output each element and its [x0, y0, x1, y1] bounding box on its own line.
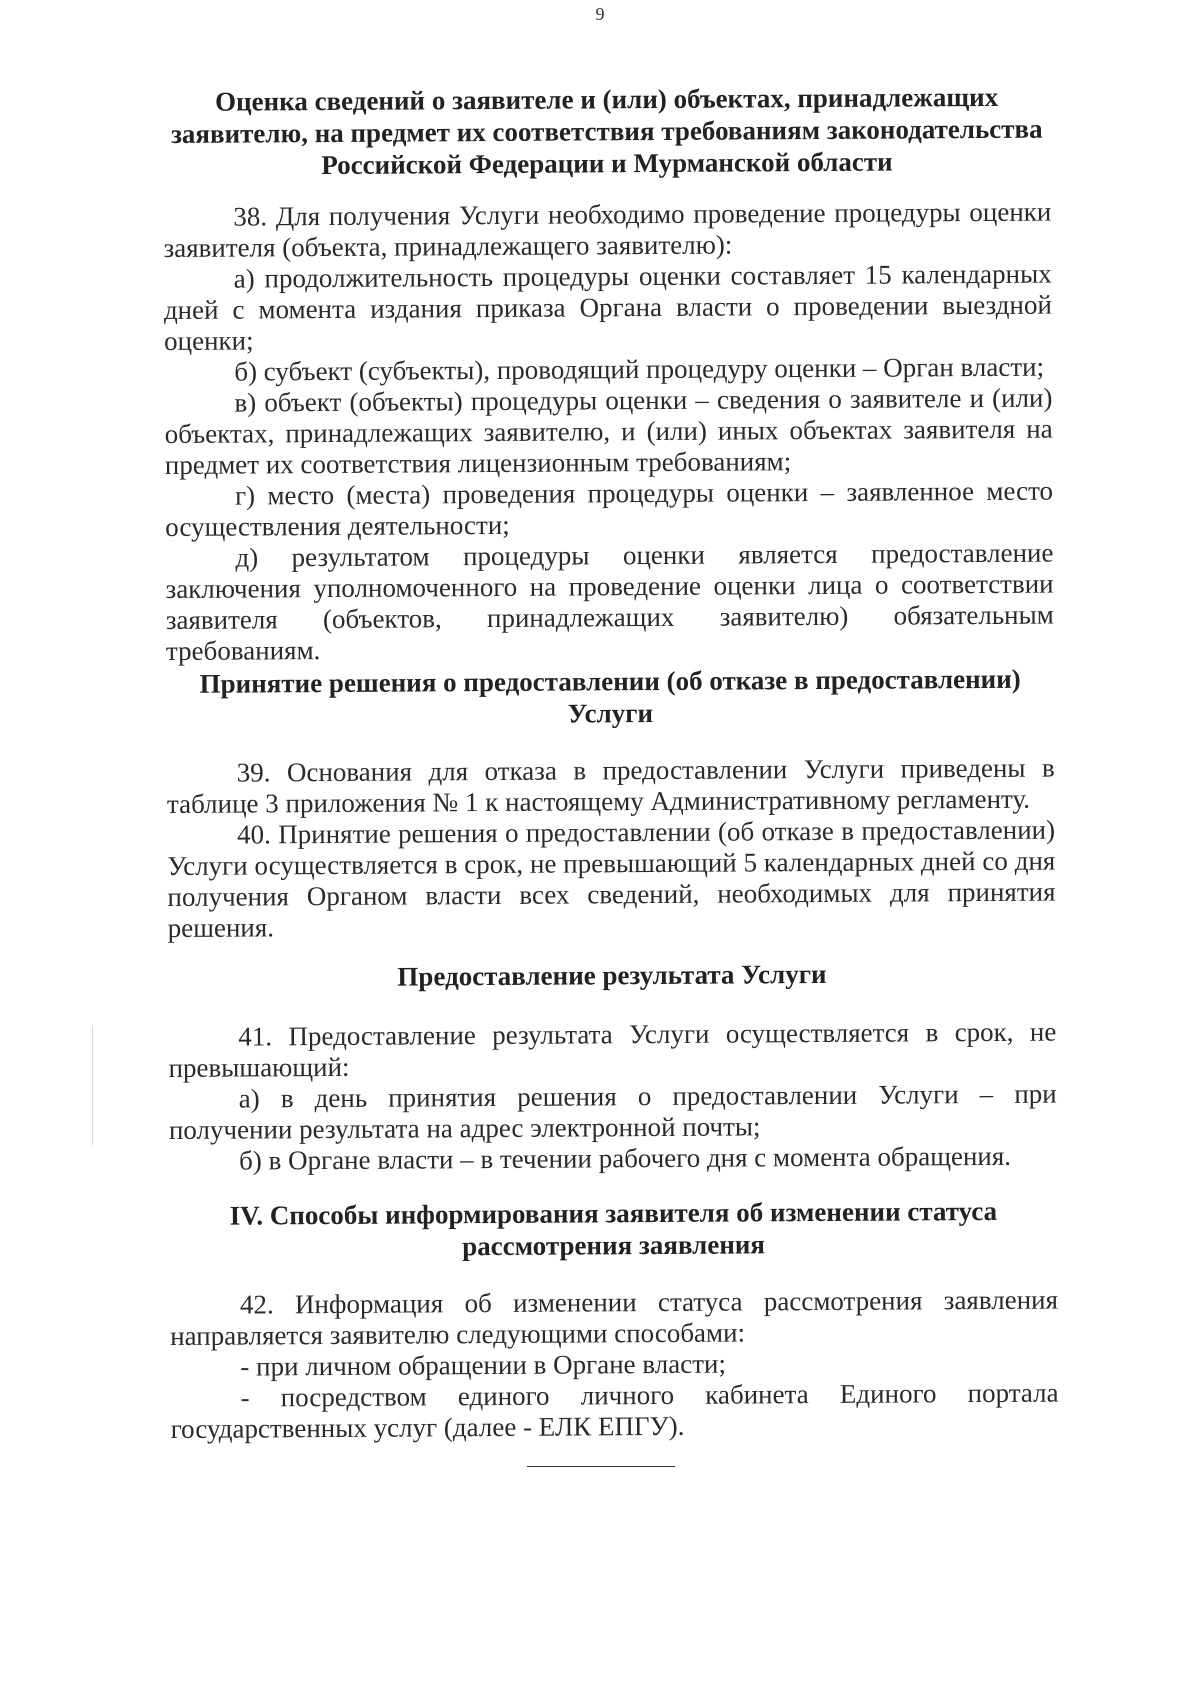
- heading-line: Оценка сведений о заявителе и (или) объектах, принадлежащих: [214, 81, 999, 117]
- paragraph-39: 39. Основания для отказа в предоставлении Услуги приведены в таблице 3 приложения № 1 к настоящему Административному регламенту.: [166, 752, 1055, 819]
- section-heading-decision: [166, 663, 1054, 732]
- end-separator-line: [527, 1466, 675, 1467]
- list-item-g: г) место (места) проведения процедуры оценки – заявленное место осуществления деятельности;: [165, 475, 1054, 542]
- list-item-b: б) в Органе власти – в течении рабочего дня с момента обращения.: [238, 1140, 1012, 1176]
- heading-line: Принятие решения о предоставлении (об отказе в предоставлении): [199, 663, 1021, 699]
- heading-line: рассмотрения заявления: [462, 1229, 766, 1262]
- list-item-d: д) результатом процедуры оценки является предоставление заключения уполномоченного на проведение оценки лица о соответствии заявителя (объектов, принадлежащих заявителю) обязательным требованиям.: [165, 537, 1054, 666]
- paragraph-40: 40. Принятие решения о предоставлении (об отказе в предоставлении) Услуги осуществляется в срок, не превышающий 5 календарных дней со дня получения Органом власти всех сведений, необходимых для принятия решения.: [167, 814, 1056, 943]
- page-number: 9: [595, 4, 605, 24]
- heading-line: IV. Способы информирования заявителя об изменении статуса: [229, 1195, 998, 1231]
- heading-line: заявителю, на предмет их соответствия требованиям законодательства: [170, 113, 1043, 149]
- section-body-result: [168, 1017, 1057, 1177]
- list-item-a: а) в день принятия решения о предоставлении Услуги – при получении результата на адрес электронной почты;: [168, 1078, 1057, 1145]
- list-item-a: а) продолжительность процедуры оценки составляет 15 календарных дней с момента издания приказа Органа власти о проведении выездной оценки;: [163, 258, 1052, 356]
- section-heading-status-notification: [169, 1195, 1057, 1264]
- paragraph-42: 42. Информация об изменении статуса рассмотрения заявления направляется заявителю следующими способами:: [170, 1284, 1059, 1351]
- paragraph-41: 41. Предоставление результата Услуги осуществляется в срок, не превышающий:: [168, 1016, 1057, 1083]
- list-item-b: б) субъект (субъекты), проводящий процедуру оценки – Орган власти;: [234, 351, 1045, 387]
- heading-line: Предоставление результата Услуги: [397, 958, 827, 992]
- heading-line: Услуги: [567, 698, 654, 729]
- section-body-assessment: [163, 197, 1054, 667]
- list-item-dash: - посредством единого личного кабинета Единого портала государственных услуг (далее - ЕЛК ЕПГУ).: [170, 1377, 1059, 1444]
- heading-line: Российской Федерации и Мурманской области: [321, 146, 893, 181]
- scan-margin-mark: [92, 1025, 93, 1145]
- section-heading-assessment: [163, 81, 1052, 182]
- section-body-status-notification: [170, 1285, 1059, 1445]
- list-item-v: в) объект (объекты) процедуры оценки – сведения о заявителе и (или) объектах, принадлежащих заявителю, и (или) иных объектах заявителя на предмет их соответствия лицензионным требованиям;: [164, 382, 1053, 480]
- paragraph-38: 38. Для получения Услуги необходимо проведение процедуры оценки заявителя (объекта, принадлежащего заявителю):: [163, 196, 1052, 263]
- section-heading-result: [168, 957, 1056, 994]
- section-body-decision: [167, 753, 1056, 944]
- list-item-dash: - при личном обращении в Органе власти;: [240, 1348, 727, 1382]
